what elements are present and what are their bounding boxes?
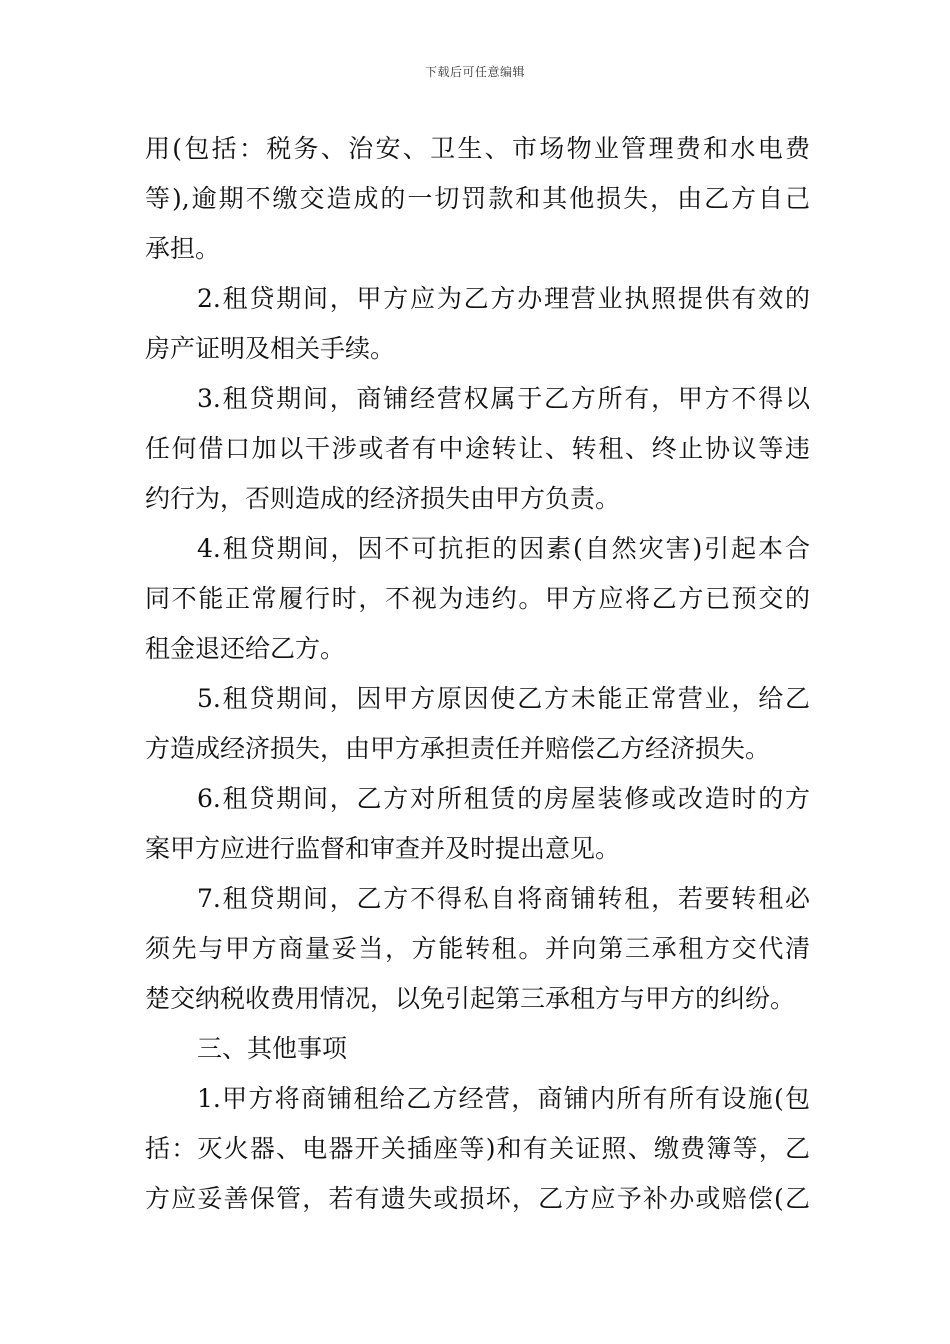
page-header: 下载后可任意编辑 — [424, 65, 525, 79]
text-line: 4.租贷期间，因不可抗拒的因素(自然灾害)引起本合 — [197, 534, 810, 563]
text-line: 案甲方应进行监督和审查并及时提出意见。 — [145, 834, 621, 863]
text-line: 租金退还给乙方。 — [145, 634, 346, 663]
text-line: 6.租贷期间，乙方对所租赁的房屋装修或改造时的方 — [197, 784, 810, 813]
text-line: 1.甲方将商铺租给乙方经营，商铺内所有所有设施(包 — [197, 1084, 810, 1113]
text-line: 约行为，否则造成的经济损失由甲方负责。 — [145, 484, 621, 513]
text-line: 承担。 — [145, 234, 221, 263]
text-line: 3.租贷期间，商铺经营权属于乙方所有，甲方不得以 — [197, 384, 810, 413]
text-line: 同不能正常履行时，不视为违约。甲方应将乙方已预交的 — [145, 584, 810, 613]
text-line: 用(包括：税务、治安、卫生、市场物业管理费和水电费 — [145, 134, 810, 163]
text-line: 2.租贷期间，甲方应为乙方办理营业执照提供有效的 — [197, 284, 810, 313]
text-line: 方应妥善保管，若有遗失或损坏，乙方应予补办或赔偿(乙 — [145, 1184, 810, 1213]
text-line: 须先与甲方商量妥当，方能转租。并向第三承租方交代清 — [145, 934, 810, 963]
text-line: 等),逾期不缴交造成的一切罚款和其他损失，由乙方自己 — [145, 184, 810, 213]
text-line: 房产证明及相关手续。 — [145, 334, 396, 363]
text-line: 楚交纳税收费用情况，以免引起第三承租方与甲方的纠纷。 — [145, 984, 796, 1013]
text-line: 括：灭火器、电器开关插座等)和有关证照、缴费簿等，乙 — [145, 1134, 810, 1163]
document-body — [145, 124, 810, 1224]
text-line: 5.租贷期间，因甲方原因使乙方未能正常营业，给乙 — [197, 684, 810, 713]
text-line: 方造成经济损失，由甲方承担责任并赔偿乙方经济损失。 — [145, 734, 771, 763]
text-line: 7.租贷期间，乙方不得私自将商铺转租，若要转租必 — [197, 884, 810, 913]
text-line: 三、其他事项 — [197, 1034, 348, 1063]
text-line: 任何借口加以干涉或者有中途转让、转租、终止协议等违 — [145, 434, 810, 463]
